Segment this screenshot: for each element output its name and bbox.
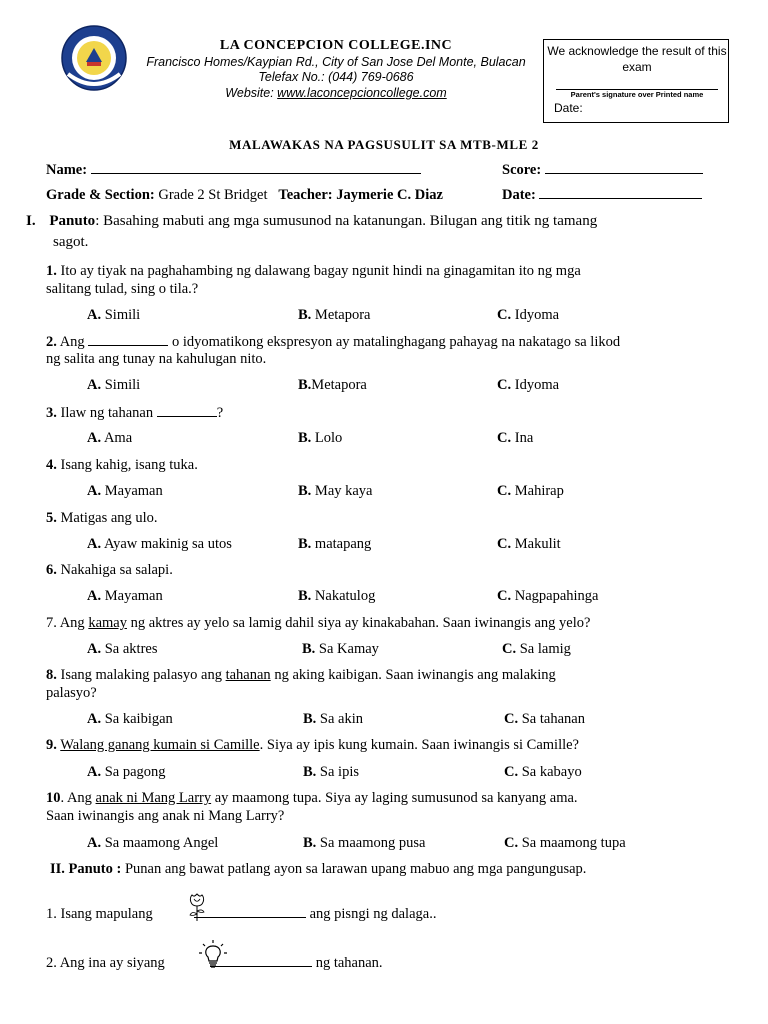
part2-instruction-text: Punan ang bawat patlang ayon sa larawan upang mabuo ang mga pangungusap. xyxy=(121,861,587,877)
option-letter: A. xyxy=(87,641,102,657)
option-b[interactable] xyxy=(303,763,359,781)
option-a[interactable] xyxy=(87,482,163,500)
name-field[interactable] xyxy=(46,161,421,179)
grade-section-row xyxy=(46,186,443,204)
question-number: 3. xyxy=(46,405,57,421)
option-text: Metapora xyxy=(311,377,367,393)
option-text: Mahirap xyxy=(514,483,564,499)
exam-title: MALAWAKAS NA PAGSUSULIT SA MTB-MLE 2 xyxy=(229,137,539,152)
question-number: 8. xyxy=(46,667,57,683)
part1-instruction-text: : Basahing mabuti ang mga sumusunod na katanungan. Bilugan ang titik ng tamang xyxy=(95,213,598,229)
option-text: May kaya xyxy=(314,483,373,499)
question-5 xyxy=(46,509,158,527)
option-a[interactable] xyxy=(87,306,140,324)
option-a[interactable] xyxy=(87,376,140,394)
rose-icon xyxy=(185,892,209,922)
question-underlined: tahanan xyxy=(225,667,271,683)
option-text: Nakatulog xyxy=(314,588,376,604)
option-letter: B. xyxy=(298,307,312,323)
option-letter: A. xyxy=(87,430,102,446)
option-a[interactable] xyxy=(87,429,132,447)
fill-item-text: 2. Ang ina ay siyang xyxy=(46,955,165,971)
option-letter: A. xyxy=(87,764,102,780)
option-letter: C. xyxy=(504,764,519,780)
question-text: Isang kahig, isang tuka. xyxy=(60,457,198,473)
grade-value: Grade 2 St Bridget xyxy=(158,187,268,203)
question-4 xyxy=(46,456,198,474)
question-9 xyxy=(46,736,579,754)
option-b[interactable] xyxy=(303,834,425,852)
option-letter: A. xyxy=(87,588,102,604)
option-text: Simili xyxy=(104,377,141,393)
option-a[interactable] xyxy=(87,763,166,781)
website-link[interactable]: www.laconcepcioncollege.com xyxy=(277,86,447,100)
option-letter: B. xyxy=(303,764,317,780)
teacher-label: Teacher: xyxy=(278,187,333,203)
question-text: Nakahiga sa salapi. xyxy=(60,562,173,578)
option-b[interactable] xyxy=(298,306,370,324)
option-letter: B. xyxy=(298,483,312,499)
question-underlined: anak ni Mang Larry xyxy=(95,790,212,806)
option-letter: B. xyxy=(302,641,316,657)
question-text: . Ang xyxy=(60,790,96,806)
option-text: Sa aktres xyxy=(104,641,158,657)
question-text: ay maamong tupa. Siya ay laging sumusunod sa kanyang ama. xyxy=(211,790,578,806)
acknowledgement-text: We acknowledge the result of this exam xyxy=(547,44,727,74)
school-website xyxy=(140,86,532,100)
score-field[interactable] xyxy=(502,161,703,179)
option-text: Sa tahanan xyxy=(521,711,585,727)
fill-item-1 xyxy=(46,904,436,923)
option-letter: B. xyxy=(303,835,317,851)
option-text: Metapora xyxy=(314,307,371,323)
option-text: Sa lamig xyxy=(519,641,571,657)
part1-instruction xyxy=(26,212,597,230)
date-label: Date: xyxy=(502,187,536,203)
option-c[interactable] xyxy=(497,376,559,394)
answer-blank[interactable] xyxy=(88,332,168,346)
option-a[interactable] xyxy=(87,535,232,553)
option-letter: B. xyxy=(298,588,312,604)
question-text: Ang xyxy=(59,615,89,631)
grade-label: Grade & Section: xyxy=(46,187,155,203)
option-c[interactable] xyxy=(497,306,559,324)
option-c[interactable] xyxy=(497,482,564,500)
question-number: 9. xyxy=(46,737,57,753)
option-letter: A. xyxy=(87,307,102,323)
name-label: Name: xyxy=(46,162,88,178)
option-letter: B. xyxy=(298,377,312,393)
question-number: 6. xyxy=(46,562,57,578)
option-letter: A. xyxy=(87,377,102,393)
option-text: Ayaw makinig sa utos xyxy=(103,536,232,552)
option-c[interactable] xyxy=(497,535,561,553)
question-8-cont: palasyo? xyxy=(46,685,97,701)
question-text: Ang xyxy=(59,334,89,350)
acknowledgement-box xyxy=(543,39,729,123)
light-bulb-icon xyxy=(197,938,229,970)
option-c[interactable] xyxy=(497,587,598,605)
option-a[interactable] xyxy=(87,587,163,605)
option-text: Sa kaibigan xyxy=(104,711,173,727)
question-number: 5. xyxy=(46,510,57,526)
question-number: 7. xyxy=(46,615,57,631)
question-10-cont: Saan iwinangis ang anak ni Mang Larry? xyxy=(46,808,285,824)
option-letter: C. xyxy=(504,711,519,727)
option-text: Simili xyxy=(104,307,141,323)
part1-numeral: I. xyxy=(26,213,36,229)
fill-blank[interactable] xyxy=(194,904,306,918)
question-8 xyxy=(46,666,556,684)
option-c[interactable] xyxy=(502,640,571,658)
question-text: ng aktres ay yelo sa lamig dahil siya ay kinakabahan. Saan iwinangis ang yelo? xyxy=(126,615,591,631)
option-text: Sa maamong Angel xyxy=(104,835,219,851)
part1-label: Panuto xyxy=(49,213,96,229)
question-text: Isang malaking palasyo ang xyxy=(60,667,226,683)
option-b[interactable] xyxy=(303,710,363,728)
option-text: Makulit xyxy=(514,536,561,552)
option-a[interactable] xyxy=(87,640,157,658)
question-10 xyxy=(46,789,578,807)
option-text: Mayaman xyxy=(104,483,163,499)
option-text: Idyoma xyxy=(514,307,560,323)
school-address: Francisco Homes/Kaypian Rd., City of San Jose Del Monte, Bulacan xyxy=(146,55,526,69)
question-6 xyxy=(46,561,173,579)
option-c[interactable] xyxy=(497,429,533,447)
part2-instruction xyxy=(50,860,586,878)
option-text: Nagpapahinga xyxy=(514,588,599,604)
option-letter: C. xyxy=(497,483,512,499)
part1-instruction-cont: sagot. xyxy=(53,234,89,250)
option-b[interactable] xyxy=(298,482,373,500)
option-letter: C. xyxy=(497,430,512,446)
option-text: Sa akin xyxy=(319,711,364,727)
option-text: Sa maamong pusa xyxy=(319,835,426,851)
question-text: Matigas ang ulo. xyxy=(60,510,158,526)
option-letter: C. xyxy=(504,835,519,851)
question-7 xyxy=(46,614,590,632)
option-letter: C. xyxy=(502,641,517,657)
name-line[interactable] xyxy=(91,161,421,174)
question-text: ? xyxy=(216,405,224,421)
option-letter: B. xyxy=(298,430,312,446)
question-text: ng aking kaibigan. Saan iwinangis ang malaking xyxy=(270,667,556,683)
option-text: Ama xyxy=(103,430,133,446)
website-label: Website: xyxy=(225,86,278,100)
option-letter: C. xyxy=(497,588,512,604)
question-2-cont: ng salita ang tunay na kahulugan nito. xyxy=(46,351,267,367)
school-logo xyxy=(60,24,128,92)
school-name: LA CONCEPCION COLLEGE.INC xyxy=(219,38,453,53)
fill-item-text: ng tahanan. xyxy=(315,955,383,971)
option-b[interactable] xyxy=(298,429,342,447)
option-letter: C. xyxy=(497,377,512,393)
option-a[interactable] xyxy=(87,710,173,728)
part2-numeral: II. xyxy=(50,861,65,877)
option-c[interactable] xyxy=(504,834,626,852)
school-telefax: Telefax No.: (044) 769-0686 xyxy=(258,70,414,84)
option-letter: C. xyxy=(497,536,512,552)
question-1 xyxy=(46,262,581,280)
option-text: Sa Kamay xyxy=(318,641,379,657)
option-letter: A. xyxy=(87,536,102,552)
option-text: Sa ipis xyxy=(319,764,359,780)
option-letter: A. xyxy=(87,711,102,727)
question-number: 1. xyxy=(46,263,57,279)
score-line[interactable] xyxy=(545,161,703,174)
option-b[interactable] xyxy=(298,376,367,394)
question-2 xyxy=(46,332,620,351)
option-text: Idyoma xyxy=(514,377,560,393)
option-text: Lolo xyxy=(314,430,343,446)
option-b[interactable] xyxy=(298,587,375,605)
question-number: 4. xyxy=(46,457,57,473)
question-number: 10 xyxy=(46,790,61,806)
option-b[interactable] xyxy=(302,640,379,658)
option-c[interactable] xyxy=(504,710,585,728)
option-a[interactable] xyxy=(87,834,218,852)
question-text: o idyomatikong ekspresyon ay matalinghagang pahayag na nakatago sa likod xyxy=(168,334,621,350)
option-letter: A. xyxy=(87,835,102,851)
option-text: Sa kabayo xyxy=(521,764,582,780)
question-number: 2. xyxy=(46,334,57,350)
question-text: Ito ay tiyak na paghahambing ng dalawang bagay ngunit hindi na ginagamitan ito ng mga xyxy=(60,263,581,279)
option-text: matapang xyxy=(314,536,372,552)
fill-item-text: 1. Isang mapulang xyxy=(46,906,153,922)
question-underlined: kamay xyxy=(88,615,127,631)
option-c[interactable] xyxy=(504,763,582,781)
option-b[interactable] xyxy=(298,535,371,553)
score-label: Score: xyxy=(502,162,542,178)
question-text: Ilaw ng tahanan xyxy=(60,405,157,421)
question-1-cont: salitang tulad, sing o tila.? xyxy=(46,281,199,297)
option-letter: A. xyxy=(87,483,102,499)
signature-label: Parent's signature over Printed name xyxy=(570,90,704,99)
part2-label: Panuto : xyxy=(68,861,122,877)
question-3 xyxy=(46,403,223,422)
date-field[interactable] xyxy=(502,186,702,204)
option-text: Sa pagong xyxy=(104,764,166,780)
option-letter: C. xyxy=(497,307,512,323)
option-text: Ina xyxy=(514,430,534,446)
answer-blank[interactable] xyxy=(157,403,217,417)
option-text: Sa maamong tupa xyxy=(521,835,626,851)
acknowledgement-date-label: Date: xyxy=(554,101,583,115)
fill-item-text: ang pisngi ng dalaga.. xyxy=(309,906,437,922)
option-text: Mayaman xyxy=(104,588,163,604)
question-underlined: Walang ganang kumain si Camille xyxy=(60,737,260,753)
question-text: . Siya ay ipis kung kumain. Saan iwinangis si Camille? xyxy=(259,737,579,753)
option-letter: B. xyxy=(298,536,312,552)
date-line[interactable] xyxy=(539,186,702,199)
teacher-value: Jaymerie C. Diaz xyxy=(336,187,443,203)
option-letter: B. xyxy=(303,711,317,727)
